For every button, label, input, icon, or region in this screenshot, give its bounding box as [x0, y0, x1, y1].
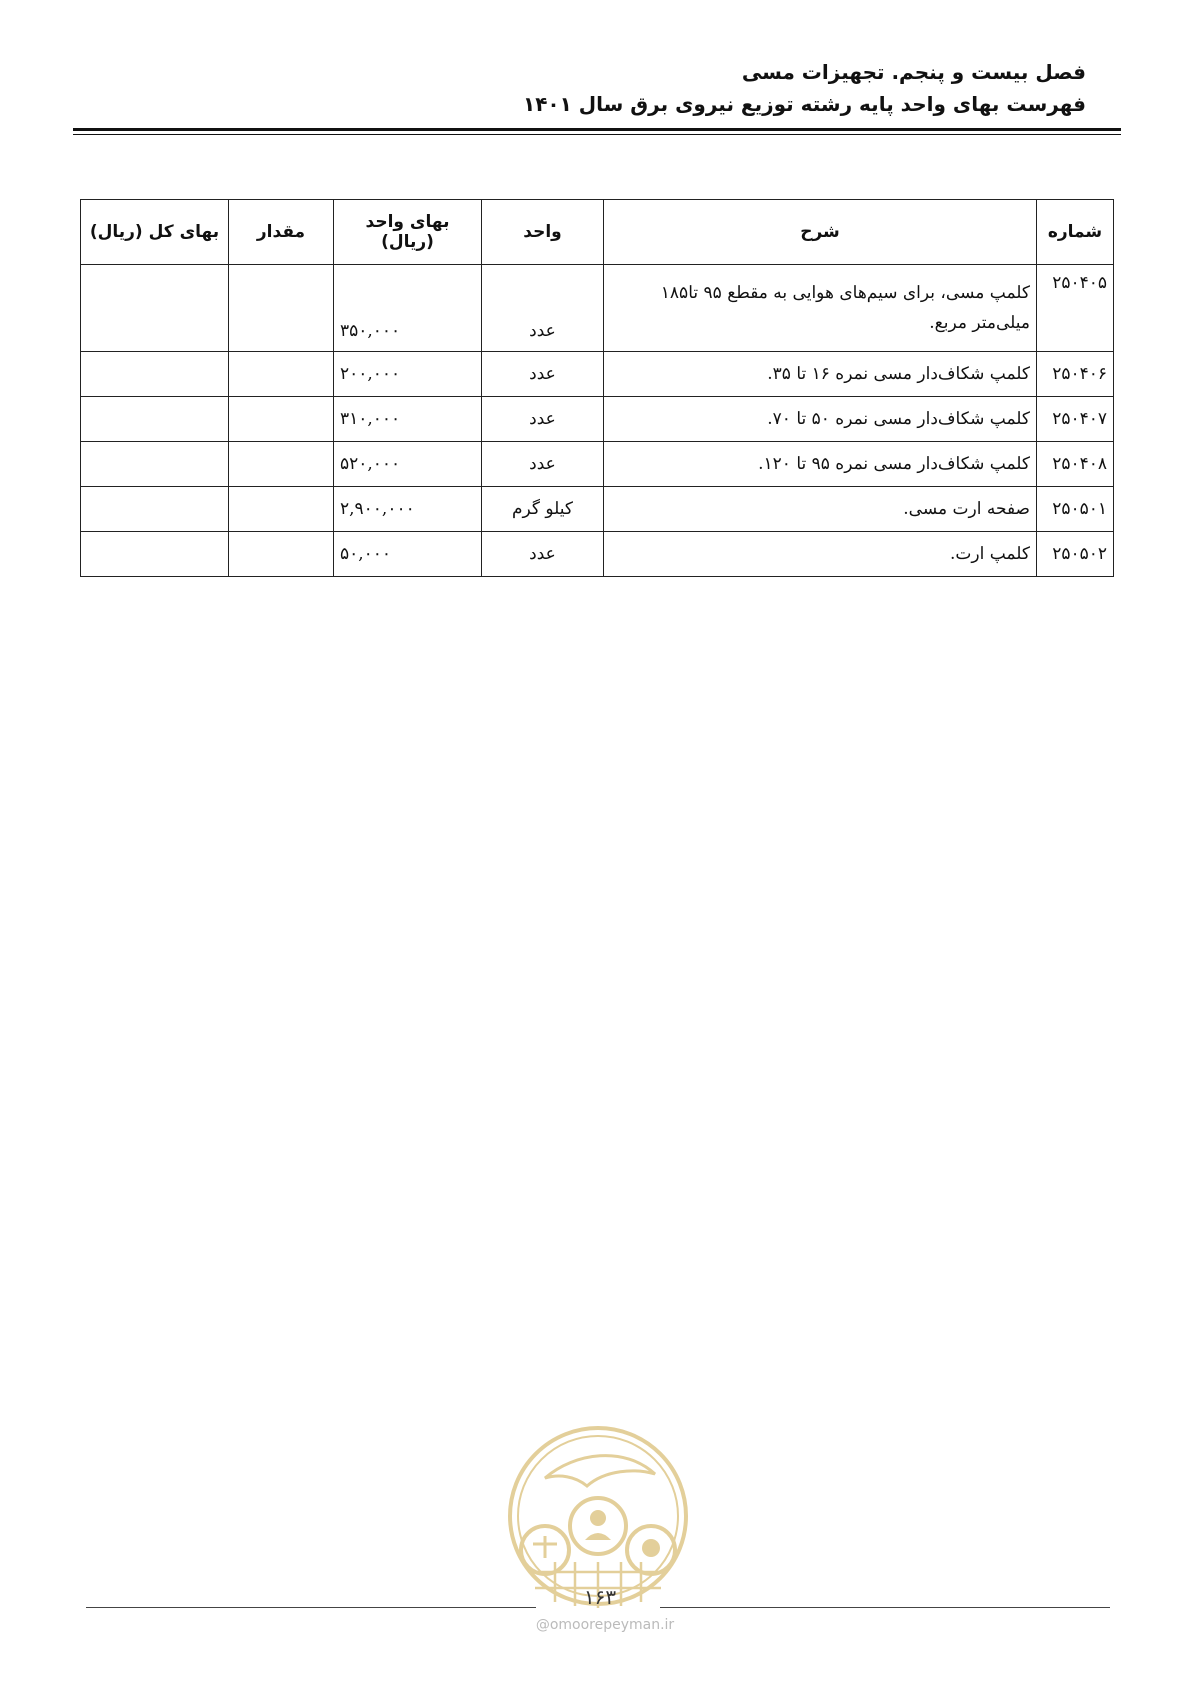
item-unit-price: ۳۱۰,۰۰۰	[334, 397, 482, 442]
item-number: ۲۵۰۴۰۶	[1037, 352, 1114, 397]
item-unit: عدد	[482, 532, 604, 577]
header-number: شماره	[1037, 200, 1114, 265]
item-quantity	[229, 265, 334, 352]
chapter-title: فصل بیست و پنجم. تجهیزات مسی	[741, 60, 1086, 84]
footer-rule-left	[86, 1607, 536, 1608]
page-header	[70, 56, 1086, 120]
item-number: ۲۵۰۴۰۵	[1037, 265, 1114, 352]
header-total-price: بهای کل (ریال)	[81, 200, 229, 265]
footer-rule-right	[660, 1607, 1110, 1608]
item-unit-price: ۲۰۰,۰۰۰	[334, 352, 482, 397]
item-description: کلمپ شکاف‌دار مسی نمره ۱۶ تا ۳۵.	[604, 352, 1037, 397]
item-unit: کیلو گرم	[482, 487, 604, 532]
item-description: صفحه ارت مسی.	[604, 487, 1037, 532]
item-unit-price: ۳۵۰,۰۰۰	[334, 265, 482, 352]
item-unit-price: ۵۲۰,۰۰۰	[334, 442, 482, 487]
item-total-price	[81, 397, 229, 442]
item-unit: عدد	[482, 397, 604, 442]
item-quantity	[229, 532, 334, 577]
item-number: ۲۵۰۵۰۲	[1037, 532, 1114, 577]
item-total-price	[81, 352, 229, 397]
item-description: کلمپ شکاف‌دار مسی نمره ۹۵ تا ۱۲۰.	[604, 442, 1037, 487]
item-total-price	[81, 442, 229, 487]
header-description: شرح	[604, 200, 1037, 265]
item-number: ۲۵۰۵۰۱	[1037, 487, 1114, 532]
item-total-price	[81, 532, 229, 577]
header-quantity: مقدار	[229, 200, 334, 265]
item-total-price	[81, 265, 229, 352]
table-row	[81, 487, 1114, 532]
price-table	[80, 199, 1114, 577]
item-unit: عدد	[482, 442, 604, 487]
table-header-row	[81, 200, 1114, 265]
item-unit: عدد	[482, 352, 604, 397]
table-row	[81, 352, 1114, 397]
item-unit: عدد	[482, 265, 604, 352]
table-row	[81, 397, 1114, 442]
header-unit: واحد	[482, 200, 604, 265]
header-rule-thin	[73, 134, 1121, 135]
header-unit-price: بهای واحد (ریال)	[334, 200, 482, 265]
item-quantity	[229, 487, 334, 532]
item-total-price	[81, 487, 229, 532]
item-unit-price: ۲,۹۰۰,۰۰۰	[334, 487, 482, 532]
item-quantity	[229, 352, 334, 397]
header-rule-thick	[73, 128, 1121, 131]
stamp-logo-icon	[505, 1422, 691, 1610]
item-number: ۲۵۰۴۰۷	[1037, 397, 1114, 442]
page-number: ۱۶۳	[583, 1585, 617, 1609]
document-title: فهرست بهای واحد پایه رشته توزیع نیروی برق سال ۱۴۰۱	[523, 92, 1086, 116]
table-row	[81, 265, 1114, 352]
table-row	[81, 532, 1114, 577]
item-description: کلمپ مسی، برای سیم‌های هوایی به مقطع ۹۵ تا۱۸۵ میلی‌متر مربع.	[604, 265, 1037, 352]
item-quantity	[229, 397, 334, 442]
item-number: ۲۵۰۴۰۸	[1037, 442, 1114, 487]
item-description: کلمپ شکاف‌دار مسی نمره ۵۰ تا ۷۰.	[604, 397, 1037, 442]
item-quantity	[229, 442, 334, 487]
item-unit-price: ۵۰,۰۰۰	[334, 532, 482, 577]
website-watermark: @omoorepeyman.ir	[535, 1617, 675, 1633]
table-row	[81, 442, 1114, 487]
item-description: کلمپ ارت.	[604, 532, 1037, 577]
